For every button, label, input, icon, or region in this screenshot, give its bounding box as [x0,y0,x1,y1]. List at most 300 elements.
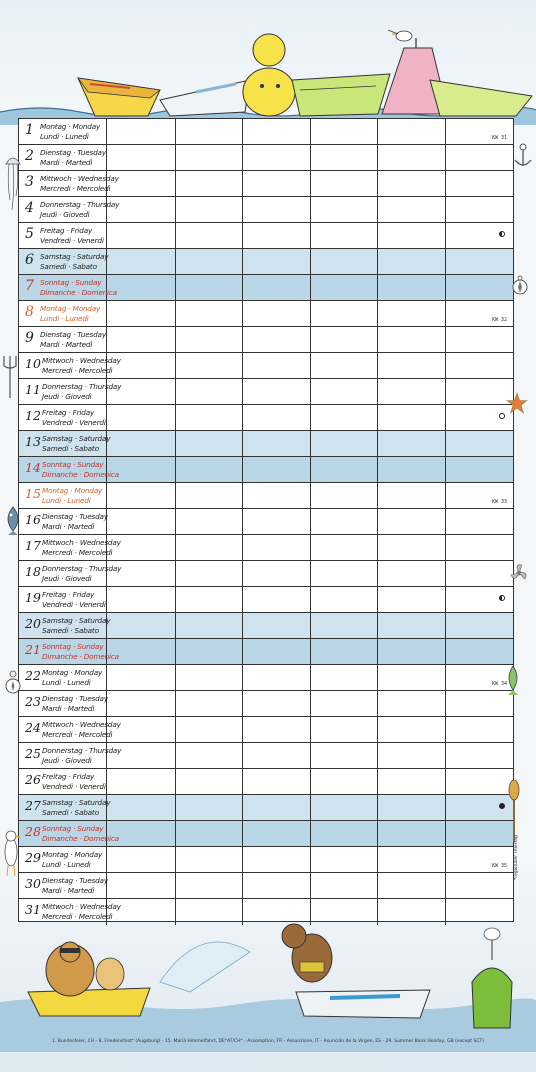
column-divider [175,743,176,768]
column-divider [310,821,311,846]
day-number: 11 [25,382,41,397]
day-row[interactable] [19,249,513,275]
column-divider [445,197,446,222]
day-row[interactable] [19,847,513,873]
day-name-de-en: Mittwoch · Wednesday [42,902,121,911]
day-row[interactable] [19,197,513,223]
column-divider [445,561,446,586]
column-divider [175,873,176,898]
day-row[interactable] [19,275,513,301]
paddle-icon [508,780,520,842]
calendar-grid [18,118,514,922]
day-row[interactable] [19,457,513,483]
day-name [42,460,119,479]
day-number: 15 [25,486,41,501]
column-divider [310,405,311,430]
day-name [42,512,108,531]
column-divider [377,275,378,300]
column-divider [175,145,176,170]
column-divider [377,873,378,898]
column-divider [175,561,176,586]
column-divider [310,535,311,560]
column-divider [445,145,446,170]
column-divider [242,301,243,326]
column-divider [377,223,378,248]
day-label-cell [19,561,122,586]
day-label-cell [19,249,107,274]
column-divider [377,743,378,768]
day-row[interactable] [19,431,513,457]
day-name-de-en: Mittwoch · Wednesday [42,720,121,729]
day-label-cell [19,535,121,560]
day-label-cell [19,457,119,482]
column-divider [175,223,176,248]
column-divider [445,301,446,326]
day-label-cell [19,119,107,144]
day-row[interactable] [19,665,513,691]
day-row[interactable] [19,821,513,847]
day-label-cell [19,197,120,222]
day-name-fr-it: Jeudi · Giovedì [40,209,90,219]
day-name-de-en: Montag · Monday [42,486,103,495]
compass-icon [4,666,22,698]
day-name-de-en: Mittwoch · Wednesday [42,538,121,547]
day-name-de-en: Dienstag · Tuesday [42,876,108,885]
column-divider [175,275,176,300]
day-row[interactable] [19,327,513,353]
fish-icon [2,505,24,535]
column-divider [242,353,243,378]
column-divider [175,301,176,326]
day-name-fr-it: Mardi · Martedì [42,703,95,713]
column-divider [310,873,311,898]
day-name-de-en: Dienstag · Tuesday [40,330,106,339]
seagull-icon [2,822,20,878]
day-name [42,564,121,583]
day-name-fr-it: Dimanche · Domenica [42,469,119,479]
holiday-footnote: 1. Bundesfeier, CH - 8. Friedensfest* (Augsburg) - 15. Mariä Himmelfahrt, DE*AT/CH* - Assomption, FR - Assunzione, IT - Asunción de la Virgen, ES - 29. Summer Bank Holiday, GB (except SCT) [52,1039,484,1044]
boat-icon [28,942,150,1016]
day-name-de-en: Montag · Monday [42,850,103,859]
day-name [42,876,108,895]
day-number: 27 [25,798,41,813]
column-divider [242,743,243,768]
buoy-icon [472,928,512,1028]
column-divider [445,769,446,794]
day-row[interactable] [19,379,513,405]
column-divider [377,613,378,638]
day-name-fr-it: Lundi · Lunedì [42,859,91,869]
day-number: 14 [25,460,41,475]
column-divider [377,379,378,404]
column-divider [242,639,243,664]
day-name-de-en: Samstag · Saturday [42,798,111,807]
column-divider [445,353,446,378]
day-name-de-en: Sonntag · Sunday [42,824,104,833]
column-divider [445,119,446,144]
column-divider [445,613,446,638]
column-divider [310,613,311,638]
day-name [42,824,119,843]
column-divider [377,509,378,534]
day-name [42,694,108,713]
column-divider [242,327,243,352]
day-row[interactable] [19,509,513,535]
day-name [42,408,106,427]
day-name [42,434,110,453]
column-divider [175,717,176,742]
day-label-cell [19,795,111,820]
day-number: 1 [25,122,34,138]
day-row[interactable] [19,873,513,899]
column-divider [310,119,311,144]
day-name-fr-it: Lundi · Lunedì [42,495,91,505]
column-divider [445,483,446,508]
column-divider [445,405,446,430]
day-number: 25 [25,746,41,761]
column-divider [445,691,446,716]
day-label-cell [19,847,107,872]
column-divider [310,639,311,664]
day-label-cell [19,665,107,690]
day-name-fr-it: Mardi · Martedì [40,157,93,167]
column-divider [377,717,378,742]
day-name [40,278,117,297]
day-name-de-en: Donnerstag · Thursday [42,746,122,755]
day-name [42,642,119,661]
day-name-fr-it: Jeudi · Giovedì [42,391,92,401]
boat-icon [430,80,532,116]
column-divider [445,249,446,274]
day-number: 28 [25,824,41,839]
column-divider [445,743,446,768]
column-divider [377,587,378,612]
jellyfish-icon [4,152,22,214]
day-row[interactable] [19,301,513,327]
day-name-de-en: Montag · Monday [42,668,103,677]
moon-phase-icon [499,595,505,601]
column-divider [242,795,243,820]
column-divider [175,249,176,274]
boat-icon [160,80,250,116]
column-divider [377,769,378,794]
day-name-fr-it: Lundi · Lunedì [40,313,89,323]
day-name-fr-it: Vendredi · Venerdì [42,781,106,791]
column-divider [377,353,378,378]
day-name [40,174,119,193]
day-name [42,772,106,791]
column-divider [377,145,378,170]
day-label-cell [19,769,107,794]
day-row[interactable] [19,483,513,509]
day-name-fr-it: Mardi · Martedì [42,885,95,895]
day-row[interactable] [19,353,513,379]
day-row[interactable] [19,795,513,821]
column-divider [175,431,176,456]
trident-icon [2,354,18,398]
column-divider [377,847,378,872]
day-name-fr-it: Jeudi · Giovedì [42,755,92,765]
column-divider [310,847,311,872]
column-divider [377,171,378,196]
column-divider [445,587,446,612]
day-name-de-en: Samstag · Saturday [40,252,109,261]
column-divider [445,379,446,404]
day-name-fr-it: Samedi · Sabato [42,807,99,817]
day-name [42,746,121,765]
week-number: KW 32 [491,317,507,323]
moon-phase-icon [499,413,505,419]
column-divider [445,873,446,898]
day-name [42,616,110,635]
boat-icon [78,78,160,116]
day-label-cell [19,639,119,664]
day-name-fr-it: Samedi · Sabato [42,443,99,453]
week-number: KW 35 [491,863,507,869]
day-name-fr-it: Dimanche · Domenica [42,833,119,843]
day-label-cell [19,509,107,534]
day-name [40,304,100,323]
day-label-cell [19,873,107,898]
boat-icon [292,74,390,116]
day-name-de-en: Freitag · Friday [40,226,93,235]
day-name-fr-it: Samedi · Sabato [40,261,97,271]
day-name-de-en: Freitag · Friday [42,590,95,599]
column-divider [175,509,176,534]
day-label-cell [19,275,117,300]
day-row[interactable] [19,691,513,717]
day-name [42,486,102,505]
day-name-fr-it: Mercredi · Mercoledì [40,183,111,193]
column-divider [445,275,446,300]
column-divider [175,119,176,144]
day-name-de-en: Dienstag · Tuesday [42,512,108,521]
day-label-cell [19,223,107,248]
day-number: 12 [25,408,41,423]
column-divider [310,691,311,716]
column-divider [242,535,243,560]
day-name [42,850,102,869]
column-divider [310,197,311,222]
column-divider [242,379,243,404]
day-name-fr-it: Mercredi · Mercoledì [42,911,113,921]
day-name-de-en: Samstag · Saturday [42,616,111,625]
column-divider [310,717,311,742]
day-name [40,148,106,167]
day-number: 8 [25,304,34,320]
seagull-icon [388,30,412,41]
column-divider [242,821,243,846]
column-divider [377,301,378,326]
column-divider [445,821,446,846]
day-name [40,226,104,245]
day-name-de-en: Donnerstag · Thursday [40,200,120,209]
column-divider [242,119,243,144]
column-divider [242,769,243,794]
bottom-illustration [0,912,536,1052]
column-divider [377,405,378,430]
column-divider [377,795,378,820]
water-spray [160,942,250,992]
column-divider [310,145,311,170]
column-divider [377,639,378,664]
column-divider [242,249,243,274]
column-divider [377,821,378,846]
day-row[interactable] [19,405,513,431]
day-label-cell [19,587,107,612]
day-name-de-en: Mittwoch · Wednesday [42,356,121,365]
day-number: 21 [25,642,41,657]
column-divider [445,717,446,742]
column-divider [175,353,176,378]
day-label-cell [19,171,119,196]
column-divider [310,171,311,196]
day-name-fr-it: Lundi · Lunedì [42,677,91,687]
day-name [42,382,121,401]
column-divider [175,847,176,872]
column-divider [242,275,243,300]
column-divider [175,613,176,638]
day-row[interactable] [19,119,513,145]
column-divider [175,665,176,690]
day-name-fr-it: Jeudi · Giovedì [42,573,92,583]
day-row[interactable] [19,561,513,587]
column-divider [445,535,446,560]
column-divider [310,301,311,326]
day-name-de-en: Sonntag · Sunday [42,460,104,469]
day-number: 4 [25,200,34,216]
day-number: 3 [25,174,34,190]
column-divider [242,873,243,898]
column-divider [445,665,446,690]
day-number: 16 [25,512,41,527]
column-divider [242,457,243,482]
column-divider [377,483,378,508]
column-divider [310,249,311,274]
day-number: 18 [25,564,41,579]
column-divider [310,483,311,508]
column-divider [175,691,176,716]
column-divider [310,743,311,768]
column-divider [175,327,176,352]
day-row[interactable] [19,171,513,197]
day-number: 13 [25,434,41,449]
day-label-cell [19,301,107,326]
day-row[interactable] [19,717,513,743]
column-divider [445,171,446,196]
day-row[interactable] [19,613,513,639]
column-divider [445,327,446,352]
column-divider [242,587,243,612]
day-name-de-en: Donnerstag · Thursday [42,564,122,573]
column-divider [310,795,311,820]
day-label-cell [19,743,122,768]
day-row[interactable] [19,145,513,171]
day-number: 9 [25,330,34,346]
column-divider [445,509,446,534]
day-name-de-en: Samstag · Saturday [42,434,111,443]
day-number: 20 [25,616,41,631]
day-row[interactable] [19,587,513,613]
day-number: 2 [25,148,34,164]
day-label-cell [19,145,107,170]
column-divider [377,561,378,586]
column-divider [377,691,378,716]
day-number: 26 [25,772,41,787]
day-name-de-en: Dienstag · Tuesday [42,694,108,703]
day-row[interactable] [19,535,513,561]
day-label-cell [19,821,119,846]
day-name-de-en: Dienstag · Tuesday [40,148,106,157]
week-number: KW 31 [491,135,507,141]
day-name-de-en: Freitag · Friday [42,772,95,781]
moon-phase-icon [499,231,505,237]
column-divider [175,535,176,560]
day-name-fr-it: Lundi · Lunedì [40,131,89,141]
column-divider [310,353,311,378]
column-divider [242,613,243,638]
column-divider [242,171,243,196]
column-divider [242,847,243,872]
day-label-cell [19,431,111,456]
day-name [40,330,106,349]
regional-holiday-note: *regionaler Feiertag [514,835,519,880]
day-label-cell [19,327,107,352]
day-name [40,200,119,219]
column-divider [242,509,243,534]
propeller-icon [508,562,530,584]
column-divider [175,379,176,404]
column-divider [445,223,446,248]
day-name-fr-it: Mardi · Martedì [42,521,95,531]
compass-icon [511,275,529,297]
day-name-fr-it: Samedi · Sabato [42,625,99,635]
day-row[interactable] [19,223,513,249]
day-name [42,798,110,817]
day-name-de-en: Sonntag · Sunday [40,278,102,287]
day-name-fr-it: Mercredi · Mercoledì [42,729,113,739]
day-name-fr-it: Vendredi · Venerdì [40,235,104,245]
column-divider [445,639,446,664]
column-divider [242,197,243,222]
column-divider [445,847,446,872]
day-number: 29 [25,850,41,865]
day-row[interactable] [19,769,513,795]
column-divider [310,275,311,300]
day-number: 6 [25,252,34,268]
day-row[interactable] [19,743,513,769]
column-divider [242,223,243,248]
column-divider [175,821,176,846]
week-number: KW 33 [491,499,507,505]
column-divider [175,587,176,612]
day-number: 30 [25,876,41,891]
column-divider [445,431,446,456]
column-divider [377,457,378,482]
column-divider [310,561,311,586]
column-divider [242,665,243,690]
day-label-cell [19,717,121,742]
day-row[interactable] [19,639,513,665]
day-name-de-en: Freitag · Friday [42,408,95,417]
day-label-cell [19,691,107,716]
anchor-icon [512,143,534,169]
day-name-de-en: Montag · Monday [40,122,101,131]
column-divider [175,171,176,196]
day-number: 22 [25,668,41,683]
column-divider [175,405,176,430]
column-divider [377,327,378,352]
